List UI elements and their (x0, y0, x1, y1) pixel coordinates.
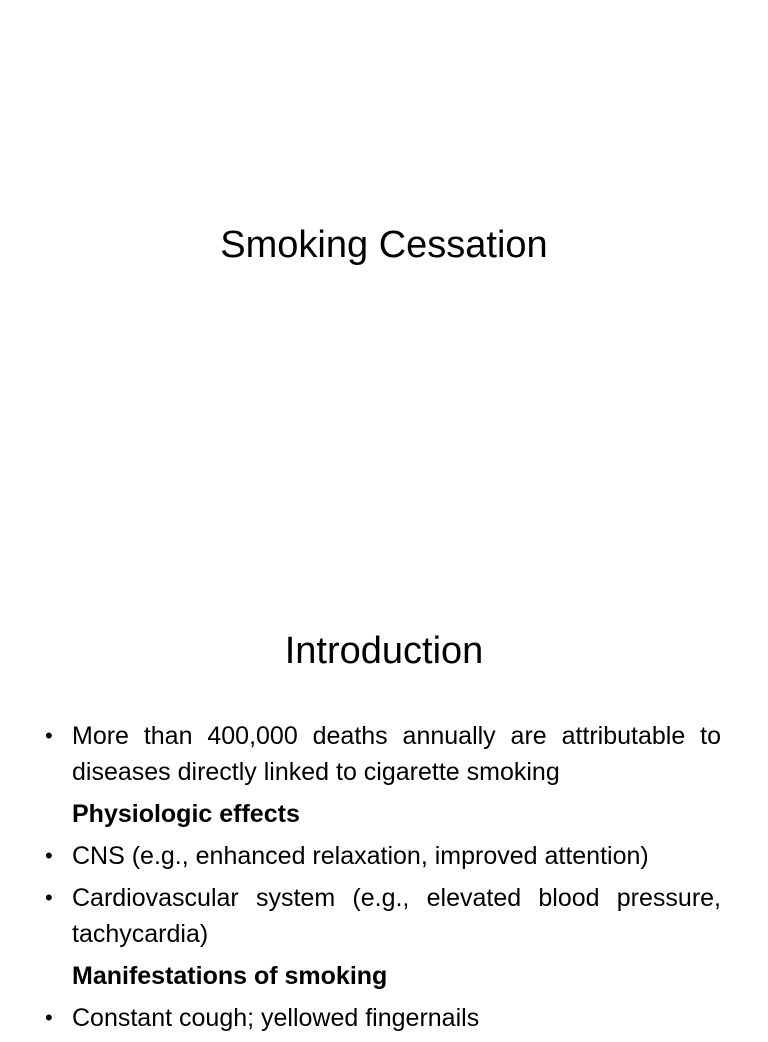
bullet-text: Cardiovascular system (e.g., elevated blood pressure, tachycardia) (72, 884, 721, 948)
bullet-text: Constant cough; yellowed fingernails (72, 1004, 480, 1032)
bullet-item (45, 838, 721, 874)
introduction-slide (0, 576, 768, 1032)
presentation-title: Smoking Cessation (220, 224, 548, 266)
bullet-icon: • (45, 723, 53, 748)
bullet-item (45, 718, 721, 790)
bullet-item (45, 1000, 721, 1036)
section-subheading: Physiologic effects (72, 800, 300, 828)
slide-content (45, 718, 721, 1042)
bullet-item (45, 880, 721, 952)
bullet-icon: • (45, 1005, 53, 1030)
bullet-icon: • (45, 843, 53, 868)
bullet-text: CNS (e.g., enhanced relaxation, improved attention) (72, 842, 649, 870)
section-subheading: Manifestations of smoking (72, 962, 388, 990)
slide-title: Introduction (284, 630, 484, 672)
bullet-text: More than 400,000 deaths annually are attributable to diseases directly linked to cigarette smoking (72, 722, 721, 786)
bullet-icon: • (45, 885, 53, 910)
